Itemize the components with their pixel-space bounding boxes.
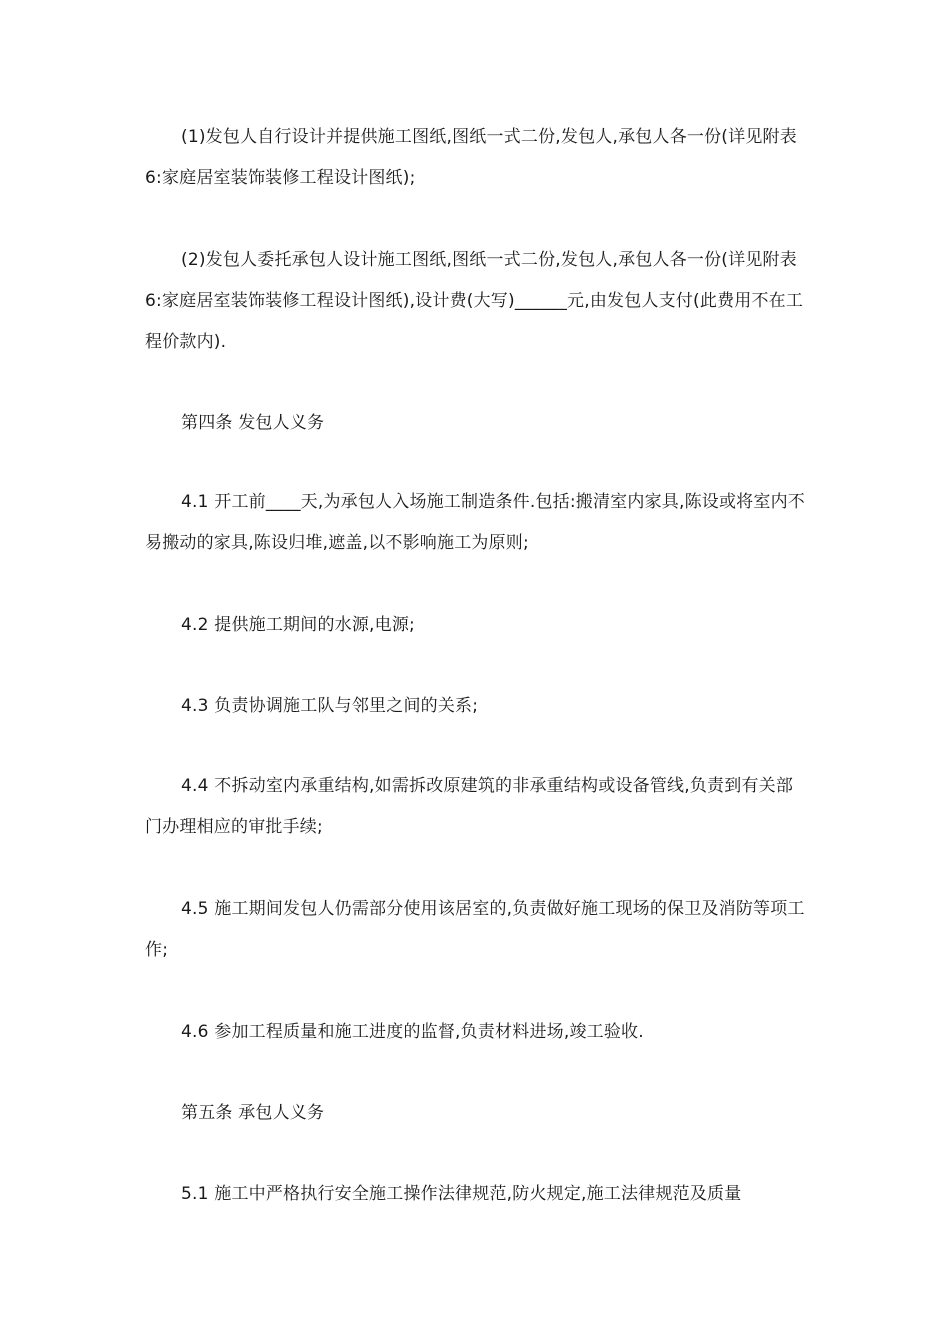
paragraph-4-2: 4.2 提供施工期间的水源,电源;	[181, 615, 415, 635]
heading-article-5: 第五条 承包人义务	[181, 1103, 325, 1123]
paragraph-design-option-2: (2)发包人委托承包人设计施工图纸,图纸一式二份,发包人,承包人各一份(详见附表6:家庭居室装饰装修工程设计图纸),设计费(大写)______元,由发包人支付(此费用不在工程价款内).	[145, 250, 804, 352]
paragraph-4-1: 4.1 开工前____天,为承包人入场施工制造条件.包括:搬清室内家具,陈设或将室内不易搬动的家具,陈设归堆,遮盖,以不影响施工为原则;	[145, 492, 805, 553]
paragraph-4-3: 4.3 负责协调施工队与邻里之间的关系;	[181, 696, 479, 716]
paragraph-5-1: 5.1 施工中严格执行安全施工操作法律规范,防火规定,施工法律规范及质量	[181, 1184, 742, 1204]
paragraph-design-option-1: (1)发包人自行设计并提供施工图纸,图纸一式二份,发包人,承包人各一份(详见附表6:家庭居室装饰装修工程设计图纸);	[145, 127, 797, 188]
paragraph-4-4: 4.4 不拆动室内承重结构,如需拆改原建筑的非承重结构或设备管线,负责到有关部门办理相应的审批手续;	[145, 776, 794, 837]
heading-article-4: 第四条 发包人义务	[181, 413, 325, 433]
paragraph-4-5: 4.5 施工期间发包人仍需部分使用该居室的,负责做好施工现场的保卫及消防等项工作;	[145, 899, 805, 960]
paragraph-4-6: 4.6 参加工程质量和施工进度的监督,负责材料进场,竣工验收.	[181, 1022, 644, 1042]
